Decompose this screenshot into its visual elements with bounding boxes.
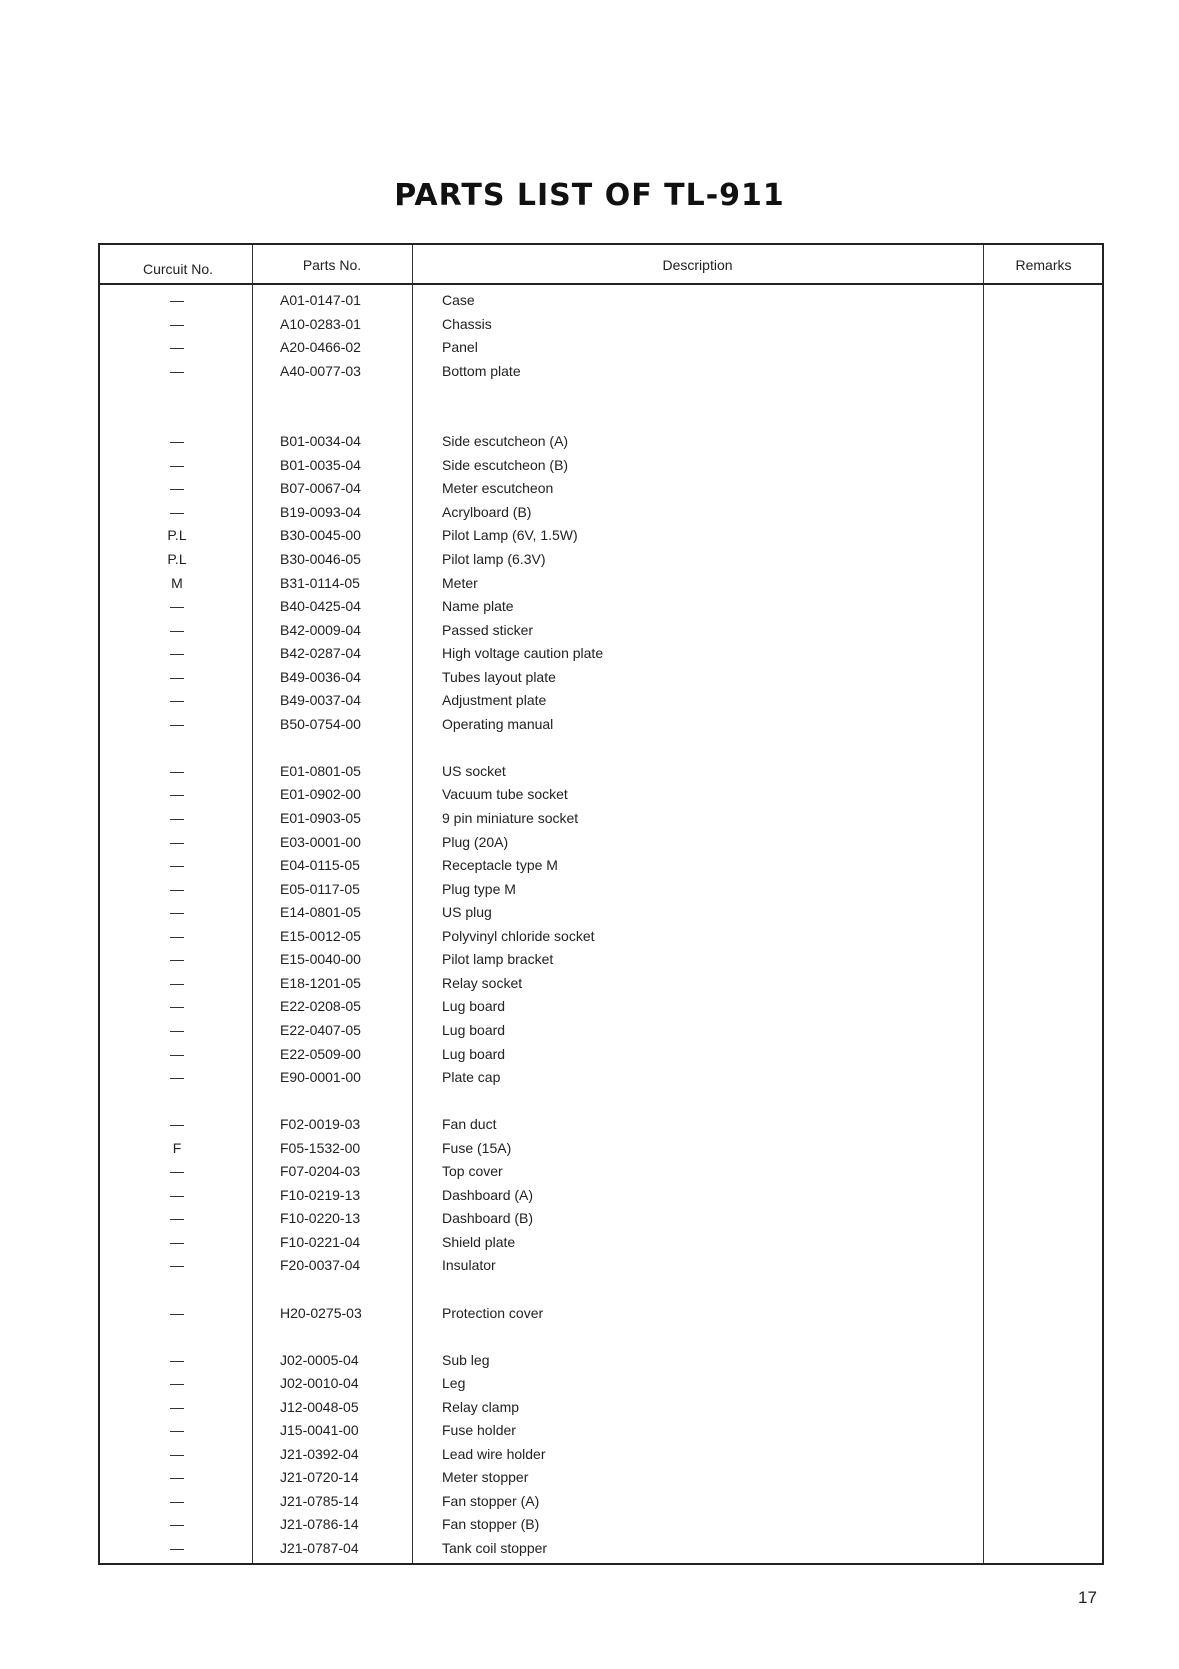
table-row [100,1137,1102,1161]
table-row [100,1043,1102,1067]
description-cell: Lug board [442,998,506,1015]
table-row [100,1231,1102,1255]
parts-no-cell: E01-0902-00 [280,786,361,803]
circuit-no-cell: — [170,1210,184,1227]
table-row [100,1396,1102,1420]
description-cell: Plug (20A) [442,833,509,850]
page-number: 17 [1078,1588,1097,1607]
parts-no-cell: J21-0720-14 [280,1469,359,1486]
parts-no-cell: E01-0801-05 [280,762,361,779]
description-cell: Vacuum tube socket [442,786,568,803]
description-cell: 9 pin miniature socket [442,810,579,827]
table-row [100,995,1102,1019]
description-cell: Protection cover [442,1304,544,1321]
circuit-no-cell: — [170,1445,184,1462]
circuit-no-cell: — [170,1492,184,1509]
description-cell: Case [442,292,475,308]
description-cell: Tank coil stopper [442,1539,548,1556]
description-cell: Plate cap [442,1069,501,1086]
table-row [100,666,1102,690]
parts-no-cell: A40-0077-03 [280,362,361,379]
circuit-no-cell: — [170,456,184,473]
table-row [100,1443,1102,1467]
parts-no-cell: B49-0037-04 [280,692,361,709]
circuit-no-cell: — [170,1021,184,1038]
circuit-no-cell: — [170,857,184,874]
parts-no-cell: J15-0041-00 [280,1422,359,1439]
parts-no-cell: B40-0425-04 [280,598,361,615]
circuit-no-cell: — [170,974,184,991]
parts-no-cell: E01-0903-05 [280,810,361,827]
table-row [100,878,1102,902]
table-body [100,289,1102,1561]
parts-no-cell: J02-0010-04 [280,1375,359,1392]
parts-no-cell: F20-0037-04 [280,1257,361,1274]
parts-no-cell: B42-0009-04 [280,621,361,638]
circuit-no-cell: — [170,1469,184,1486]
circuit-no-cell: P.L [167,527,187,544]
table-row [100,925,1102,949]
parts-no-cell: B30-0045-00 [280,527,361,544]
parts-no-cell: J21-0392-04 [280,1445,359,1462]
parts-no-cell: E22-0407-05 [280,1021,361,1038]
circuit-no-cell: — [170,1351,184,1368]
parts-no-cell: F10-0220-13 [280,1210,361,1227]
description-cell: Shield plate [442,1233,516,1250]
table-row [100,642,1102,666]
parts-no-cell: A20-0466-02 [280,339,361,356]
parts-no-cell: B50-0754-00 [280,715,361,732]
description-cell: Side escutcheon (B) [442,456,569,473]
circuit-no-cell: — [170,1422,184,1439]
table-row [100,524,1102,548]
parts-no-cell: J21-0786-14 [280,1516,359,1533]
parts-no-cell: J12-0048-05 [280,1398,359,1415]
parts-no-cell: J21-0785-14 [280,1492,359,1509]
description-cell: Operating manual [442,715,554,732]
circuit-no-cell: P.L [167,551,187,568]
table-row [100,360,1102,384]
table-row [100,1019,1102,1043]
circuit-no-cell: — [170,1398,184,1415]
table-row [100,1254,1102,1278]
header-description: Description [662,257,733,273]
description-cell: Fuse holder [442,1422,516,1439]
page-title: PARTS LIST OF TL-911 [394,178,785,213]
circuit-no-cell: — [170,1233,184,1250]
table-row [100,1184,1102,1208]
circuit-no-cell: — [170,1375,184,1392]
circuit-no-cell: — [170,315,184,332]
description-cell: US socket [442,762,506,779]
parts-no-cell: A10-0283-01 [280,315,361,332]
table-row [100,548,1102,572]
circuit-no-cell: — [170,833,184,850]
description-cell: Pilot lamp bracket [442,951,554,968]
header-rule [100,283,1102,285]
description-cell: Meter [442,574,478,591]
circuit-no-cell: — [170,668,184,685]
description-cell: Tubes layout plate [442,668,556,685]
circuit-no-cell: — [170,904,184,921]
description-cell: High voltage caution plate [442,645,604,662]
description-cell: Receptacle type M [442,857,558,874]
circuit-no-cell: — [170,503,184,520]
parts-no-cell: B19-0093-04 [280,503,361,520]
description-cell: Pilot Lamp (6V, 1.5W) [442,527,578,544]
description-cell: Lug board [442,1021,506,1038]
table-row [100,1113,1102,1137]
parts-table [98,243,1104,1565]
description-cell: Plug type M [442,880,516,897]
table-row [100,477,1102,501]
circuit-no-cell: — [170,927,184,944]
description-cell: Relay clamp [442,1398,520,1415]
description-cell: Lead wire holder [442,1445,546,1462]
table-row [100,454,1102,478]
table-row [100,713,1102,737]
circuit-no-cell: — [170,1069,184,1086]
circuit-no-cell: — [170,1163,184,1180]
parts-no-cell: E22-0208-05 [280,998,361,1015]
description-cell: Fuse (15A) [442,1139,512,1156]
description-cell: Passed sticker [442,621,534,638]
circuit-no-cell: — [170,715,184,732]
circuit-no-cell: — [170,762,184,779]
circuit-no-cell: — [170,480,184,497]
table-row [100,289,1102,313]
parts-no-cell: E15-0012-05 [280,927,361,944]
table-spacer [100,736,1102,760]
description-cell: Sub leg [442,1351,490,1368]
circuit-no-cell: — [170,1045,184,1062]
circuit-no-cell: — [170,951,184,968]
description-cell: Dashboard (B) [442,1210,534,1227]
description-cell: Acrylboard (B) [442,503,532,520]
circuit-no-cell: — [170,1304,184,1321]
description-cell: Panel [442,339,478,356]
circuit-no-cell: — [170,433,184,450]
parts-no-cell: J21-0787-04 [280,1539,359,1556]
circuit-no-cell: — [170,1516,184,1533]
description-cell: Meter stopper [442,1469,529,1486]
circuit-no-cell: — [170,598,184,615]
description-cell: US plug [442,904,492,921]
header-remarks: Remarks [1015,257,1072,273]
parts-no-cell: E90-0001-00 [280,1069,361,1086]
description-cell: Chassis [442,315,492,332]
circuit-no-cell: F [172,1139,182,1156]
parts-no-cell: F10-0221-04 [280,1233,361,1250]
description-cell: Fan duct [442,1116,497,1133]
table-row [100,1419,1102,1443]
circuit-no-cell: — [170,1186,184,1203]
circuit-no-cell: — [170,362,184,379]
header-parts-no: Parts No. [302,257,362,273]
table-row [100,1466,1102,1490]
table-spacer [100,383,1102,407]
circuit-no-cell: — [170,645,184,662]
circuit-no-cell: — [170,1539,184,1556]
description-cell: Meter escutcheon [442,480,554,497]
table-row [100,1066,1102,1090]
parts-no-cell: E15-0040-00 [280,951,361,968]
table-row [100,1207,1102,1231]
parts-no-cell: H20-0275-03 [280,1304,362,1321]
table-spacer [100,1325,1102,1349]
description-cell: Lug board [442,1045,506,1062]
circuit-no-cell: M [171,574,183,591]
parts-no-cell: B42-0287-04 [280,645,361,662]
table-spacer [100,407,1102,431]
parts-no-cell: F10-0219-13 [280,1186,361,1203]
description-cell: Top cover [442,1163,503,1180]
parts-no-cell: E22-0509-00 [280,1045,361,1062]
parts-no-cell: B01-0034-04 [280,433,361,450]
circuit-no-cell: — [170,339,184,356]
table-row [100,313,1102,337]
parts-no-cell: B07-0067-04 [280,480,361,497]
table-row [100,619,1102,643]
table-row [100,1349,1102,1373]
table-row [100,1490,1102,1514]
parts-no-cell: E18-1201-05 [280,974,361,991]
table-row [100,854,1102,878]
table-row [100,595,1102,619]
description-cell: Pilot lamp (6.3V) [442,551,546,568]
table-row [100,783,1102,807]
description-cell: Dashboard (A) [442,1186,534,1203]
parts-no-cell: E05-0117-05 [280,880,360,897]
table-row [100,501,1102,525]
parts-no-cell: F05-1532-00 [280,1139,361,1156]
circuit-no-cell: — [170,292,184,308]
table-row [100,336,1102,360]
parts-no-cell: B49-0036-04 [280,668,361,685]
circuit-no-cell: — [170,786,184,803]
parts-no-cell: J02-0005-04 [280,1351,359,1368]
parts-no-cell: E03-0001-00 [280,833,361,850]
parts-no-cell: F02-0019-03 [280,1116,361,1133]
parts-no-cell: E04-0115-05 [280,857,360,874]
table-row [100,807,1102,831]
table-row [100,948,1102,972]
description-cell: Polyvinyl chloride socket [442,927,595,944]
circuit-no-cell: — [170,1116,184,1133]
header-circuit-no: Curcuit No. [142,261,214,277]
table-row [100,972,1102,996]
parts-no-cell: F07-0204-03 [280,1163,361,1180]
description-cell: Fan stopper (B) [442,1516,540,1533]
table-row [100,1302,1102,1326]
circuit-no-cell: — [170,692,184,709]
description-cell: Insulator [442,1257,496,1274]
table-spacer [100,1090,1102,1114]
circuit-no-cell: — [170,621,184,638]
parts-no-cell: B01-0035-04 [280,456,361,473]
circuit-no-cell: — [170,998,184,1015]
table-row [100,1160,1102,1184]
table-row [100,831,1102,855]
description-cell: Name plate [442,598,514,615]
description-cell: Side escutcheon (A) [442,433,569,450]
table-row [100,1513,1102,1537]
table-row [100,901,1102,925]
parts-no-cell: A01-0147-01 [280,292,361,308]
description-cell: Fan stopper (A) [442,1492,540,1509]
description-cell: Relay socket [442,974,523,991]
circuit-no-cell: — [170,880,184,897]
circuit-no-cell: — [170,1257,184,1274]
parts-no-cell: B31-0114-05 [280,574,360,591]
description-cell: Leg [442,1375,466,1392]
table-row [100,572,1102,596]
table-spacer [100,1278,1102,1302]
parts-no-cell: B30-0046-05 [280,551,361,568]
table-row [100,1372,1102,1396]
description-cell: Bottom plate [442,362,521,379]
description-cell: Adjustment plate [442,692,547,709]
table-row [100,1537,1102,1561]
table-row [100,430,1102,454]
circuit-no-cell: — [170,810,184,827]
table-row [100,689,1102,713]
parts-no-cell: E14-0801-05 [280,904,361,921]
table-row [100,760,1102,784]
